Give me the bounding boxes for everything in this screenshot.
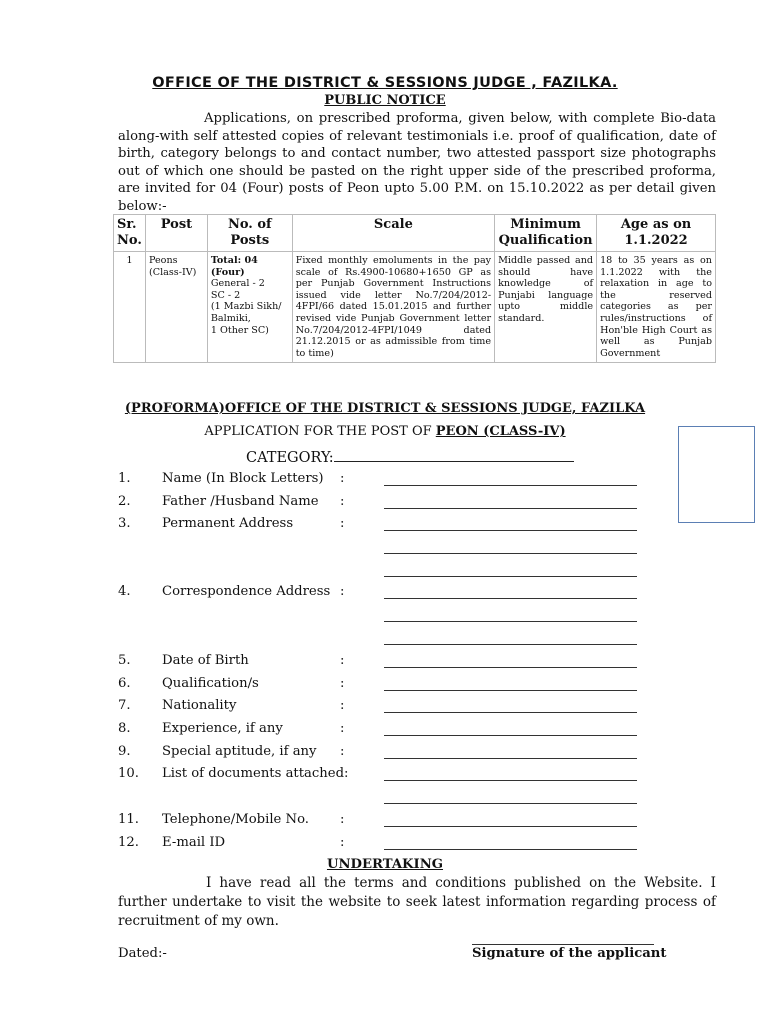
application-post-line — [0, 424, 770, 439]
field-label-permanent-address: Permanent Address — [162, 516, 294, 531]
public-notice-heading: PUBLIC NOTICE — [324, 93, 446, 108]
cell-post: Peons (Class-IV) — [145, 252, 207, 363]
cell-min-qualification: Middle passed and should have knowledge of Punjabi language upto middle standard. — [495, 252, 597, 363]
field-label-correspondence-address: Correspondence Address — [162, 584, 331, 599]
signature-line[interactable] — [472, 944, 654, 945]
category-blank[interactable] — [334, 447, 574, 462]
field-label-telephone: Telephone/Mobile No. — [162, 812, 309, 827]
notice-paragraph — [118, 110, 716, 216]
field-number: 7. — [118, 698, 131, 713]
correspondence-address-blank-line[interactable] — [384, 621, 637, 622]
header-min-qualification: Minimum Qualification — [495, 215, 597, 252]
field-number: 4. — [118, 584, 131, 599]
cell-num-posts — [207, 252, 292, 363]
experience-blank-line[interactable] — [384, 735, 637, 736]
num-posts-detail-line: SC - 2 — [210, 289, 241, 301]
field-label-name: Name (In Block Letters) — [162, 471, 324, 486]
father-name-blank-line[interactable] — [384, 508, 637, 509]
correspondence-address-blank-line[interactable] — [384, 598, 637, 599]
name-blank-line[interactable] — [384, 485, 637, 486]
date-of-birth-blank-line[interactable] — [384, 667, 637, 668]
permanent-address-blank-line[interactable] — [384, 576, 637, 577]
field-colon: : — [340, 721, 345, 736]
permanent-address-blank-line[interactable] — [384, 553, 637, 554]
application-prefix: APPLICATION FOR THE POST OF — [204, 424, 432, 439]
field-colon: : — [340, 812, 345, 827]
field-number: 8. — [118, 721, 131, 736]
dated-label: Dated:- — [118, 946, 167, 961]
num-posts-total: Total: 04 (Four) — [210, 255, 258, 278]
cell-sr-no: 1 — [114, 252, 146, 363]
field-label-email: E-mail ID — [162, 835, 226, 850]
nationality-blank-line[interactable] — [384, 712, 637, 713]
category-field — [246, 447, 574, 466]
special-aptitude-blank-line[interactable] — [384, 758, 637, 759]
proforma-title: (PROFORMA)OFFICE OF THE DISTRICT & SESSIONS JUDGE, FAZILKA — [124, 401, 646, 416]
field-label-qualification: Qualification/s — [162, 676, 259, 691]
documents-blank-line[interactable] — [384, 780, 637, 781]
field-number: 5. — [118, 653, 131, 668]
table-row — [114, 252, 716, 363]
field-number: 1. — [118, 471, 131, 486]
field-label-special-aptitude: Special aptitude, if any — [162, 744, 317, 759]
header-sr-no: Sr. No. — [114, 215, 146, 252]
field-label-nationality: Nationality — [162, 698, 237, 713]
field-colon: : — [340, 584, 345, 599]
num-posts-detail-line: 1 Other SC) — [210, 324, 269, 336]
field-number: 2. — [118, 494, 131, 509]
field-number: 12. — [118, 835, 139, 850]
field-colon: : — [340, 698, 345, 713]
email-blank-line[interactable] — [384, 849, 637, 850]
header-num-posts: No. of Posts — [207, 215, 292, 252]
signature-label: Signature of the applicant — [472, 946, 667, 961]
undertaking-heading: UNDERTAKING — [326, 857, 444, 872]
posts-table — [113, 214, 716, 363]
correspondence-address-blank-line[interactable] — [384, 644, 637, 645]
undertaking-paragraph — [118, 874, 716, 931]
documents-blank-line[interactable] — [384, 803, 637, 804]
field-colon: : — [340, 835, 345, 850]
photo-box[interactable] — [678, 426, 755, 523]
undertaking-text: I have read all the terms and conditions published on the Website. I further undertake to visit the website to seek latest information regarding process of recruitment of my own. — [118, 875, 716, 929]
field-number: 11. — [118, 812, 139, 827]
application-post-name: PEON (CLASS-IV) — [435, 424, 566, 439]
field-label-father-husband-name: Father /Husband Name — [162, 494, 319, 509]
cell-age: 18 to 35 years as on 1.1.2022 with the relaxation in age to the reserved categories as per rules/instructions of Hon'ble High Court as well as Punjab Government — [597, 252, 716, 363]
header-post: Post — [145, 215, 207, 252]
field-colon: : — [340, 516, 345, 531]
num-posts-detail-line: (1 Mazbi Sikh/ Balmiki, — [210, 301, 282, 324]
telephone-blank-line[interactable] — [384, 826, 637, 827]
field-number: 10. — [118, 766, 139, 781]
header-scale: Scale — [292, 215, 494, 252]
num-posts-detail-line: General - 2 — [210, 278, 265, 290]
notice-text: Applications, on prescribed proforma, given below, with complete Bio-data along-with self attested copies of relevant testimonials i.e. proof of qualification, date of birth, category belongs to and contact number, two attested passport size photographs out of which one should be pasted on the right upper side of the prescribed proforma, are invited for 04 (Four) posts of Peon upto 5.00 P.M. on 15.10.2022 as per detail given below:- — [118, 111, 716, 214]
table-header-row — [114, 215, 716, 252]
field-colon: : — [340, 744, 345, 759]
office-title: OFFICE OF THE DISTRICT & SESSIONS JUDGE , FAZILKA. — [152, 75, 618, 91]
qualification-blank-line[interactable] — [384, 690, 637, 691]
permanent-address-blank-line[interactable] — [384, 530, 637, 531]
field-colon: : — [340, 653, 345, 668]
field-label-date-of-birth: Date of Birth — [162, 653, 249, 668]
field-label-documents-attached: List of documents attached: — [162, 766, 349, 781]
field-label-experience: Experience, if any — [162, 721, 283, 736]
field-number: 6. — [118, 676, 131, 691]
field-colon: : — [340, 676, 345, 691]
field-colon: : — [340, 494, 345, 509]
field-number: 9. — [118, 744, 131, 759]
category-label: CATEGORY: — [246, 450, 334, 466]
field-colon: : — [340, 471, 345, 486]
cell-scale: Fixed monthly emoluments in the pay scale of Rs.4900-10680+1650 GP as per Punjab Government Instructions issued vide letter No.7/204/2012-4FPI/66 dated 15.01.2015 and further revised vide Punjab Government letter No.7/204/2012-4FPI/1049 dated 21.12.2015 or as admissible from time to time) — [292, 252, 494, 363]
header-age: Age as on 1.1.2022 — [597, 215, 716, 252]
field-number: 3. — [118, 516, 131, 531]
